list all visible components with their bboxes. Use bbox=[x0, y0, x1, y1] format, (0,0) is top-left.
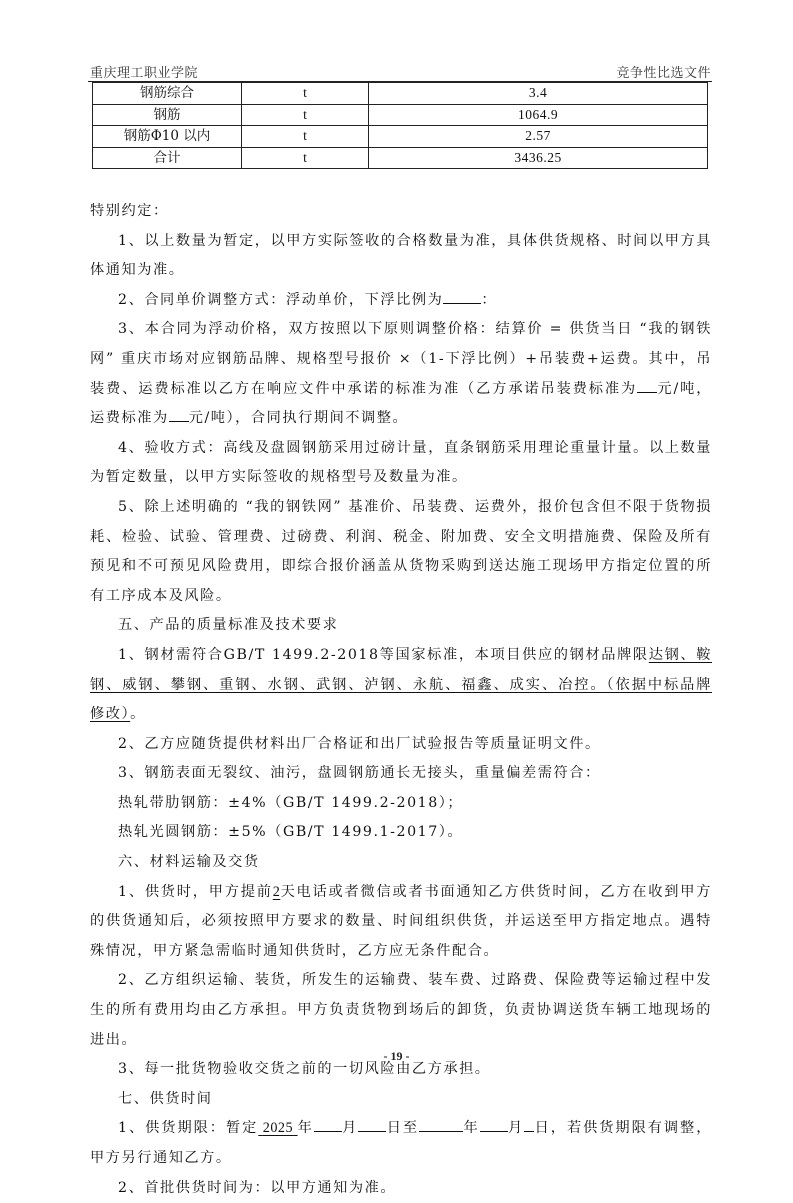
section-6-item-1-text-b: 天电话或者微信或者书面通知乙方供货时间，乙方在收到甲方的供货通知后，必须按照甲方要求的数量、时间组织供货，并运送至甲方指定地点。遇特殊情况，甲方紧急需临时通知供货时，乙方应无条件配合。 bbox=[90, 883, 712, 959]
month-label: 月 bbox=[507, 1120, 525, 1137]
end-month-blank[interactable] bbox=[480, 1117, 508, 1132]
item-name: 钢筋 bbox=[93, 104, 242, 126]
day-label-end: 日 bbox=[534, 1120, 551, 1137]
special-term-3 bbox=[90, 315, 712, 433]
table-row bbox=[93, 126, 708, 148]
item-name: 合计 bbox=[93, 147, 242, 169]
section-5-item-3-ribbed: 热轧带肋钢筋：±4%（GB/T 1499.2-2018）； bbox=[118, 794, 464, 811]
item-quantity: 3.4 bbox=[369, 83, 708, 105]
item-name: 钢筋Φ10 以内 bbox=[93, 126, 242, 148]
special-term-2 bbox=[90, 286, 712, 316]
end-day-blank[interactable] bbox=[524, 1117, 534, 1132]
freight-fee-blank[interactable] bbox=[169, 407, 189, 422]
section-5-item-1-text: 1、钢材需符合GB/T 1499.2-2018等国家标准，本项目供应的钢材品牌限 bbox=[118, 646, 649, 663]
item-quantity: 2.57 bbox=[369, 126, 708, 148]
start-year-value: 2025 bbox=[262, 1120, 294, 1137]
section-5-item-1 bbox=[90, 641, 712, 730]
section-6-item-2: 2、乙方组织运输、装货，所发生的运输费、装车费、过路费、保险费等运输过程中发生的所有费用均由乙方承担。甲方负责货物到场后的卸货，负责协调送货车辆工地现场的进出。 bbox=[90, 972, 712, 1048]
section-5-item-2: 2、乙方应随货提供材料出厂合格证和出厂试验报告等质量证明文件。 bbox=[118, 735, 601, 752]
item-quantity: 3436.25 bbox=[369, 147, 708, 169]
notice-days: 2 bbox=[272, 883, 281, 900]
table-row-total bbox=[93, 147, 708, 169]
table-row bbox=[93, 83, 708, 105]
section-7-title: 七、供货时间 bbox=[118, 1090, 213, 1107]
start-year bbox=[258, 1120, 297, 1136]
section-6-item-1 bbox=[90, 878, 712, 967]
discount-rate-blank[interactable] bbox=[443, 289, 481, 304]
section-7-item-2: 2、首批供货时间为：以甲方通知为准。 bbox=[118, 1179, 397, 1196]
section-6-title: 六、材料运输及交货 bbox=[118, 854, 260, 871]
item-unit: t bbox=[242, 83, 369, 105]
special-term-4: 4、验收方式：高线及盘圆钢筋采用过磅计量，直条钢筋采用理论重量计量。以上数量为暂定数量，以甲方实际签收的规格型号及数量为准。 bbox=[90, 439, 712, 486]
end-year-blank[interactable] bbox=[419, 1117, 463, 1132]
month-label: 月 bbox=[341, 1120, 359, 1137]
section-5-item-1-end: 。 bbox=[130, 706, 146, 723]
special-terms-title: 特别约定： bbox=[90, 203, 169, 219]
day-label: 日至 bbox=[386, 1120, 420, 1137]
section-7-item-1-end: ，若供货期限有调整，甲方另行通知乙方。 bbox=[90, 1120, 712, 1166]
special-term-3-text-c: 元/吨），合同执行期间不调整。 bbox=[188, 410, 409, 427]
section-6-item-1-text-a: 1、供货时，甲方提前 bbox=[118, 883, 273, 900]
page-number: - 19 - bbox=[383, 1049, 410, 1063]
section-5-item-3-plain: 热轧光圆钢筋：±5%（GB/T 1499.1-2017）。 bbox=[118, 824, 464, 841]
item-unit: t bbox=[242, 126, 369, 148]
start-month-blank[interactable] bbox=[314, 1117, 342, 1132]
year-label: 年 bbox=[463, 1120, 480, 1137]
section-7-item-1-text: 1、供货期限：暂定 bbox=[118, 1120, 259, 1137]
special-term-1: 1、以上数量为暂定，以甲方实际签收的合格数量为准，具体供货规格、时间以甲方具体通知为准。 bbox=[90, 232, 712, 279]
item-name: 钢筋综合 bbox=[93, 83, 242, 105]
year-label: 年 bbox=[297, 1120, 314, 1137]
item-unit: t bbox=[242, 104, 369, 126]
section-6-item-3: 3、每一批货物验收交货之前的一切风险由乙方承担。 bbox=[118, 1061, 491, 1078]
special-term-2-text: 2、合同单价调整方式：浮动单价，下浮比例为 bbox=[118, 291, 444, 308]
header-document-type: 竞争性比选文件 bbox=[616, 66, 711, 81]
table-row bbox=[93, 104, 708, 126]
special-term-3-text-a: 3、本合同为浮动价格，双方按照以下原则调整价格：结算价 = 供货当日 “我的钢铁网” 重庆市场对应钢筋品牌、规格型号报价 ×（1-下浮比例）+吊装费+运费。其中，吊装费、运费标准以乙方在响应文件中承诺的标准为准（乙方承诺吊装费标准为 bbox=[90, 321, 712, 397]
section-7-item-1 bbox=[90, 1114, 712, 1173]
special-term-3-text-b: 元/吨，运费标准为 bbox=[90, 380, 712, 427]
lifting-fee-blank[interactable] bbox=[637, 378, 657, 393]
special-term-2-end: ： bbox=[481, 291, 498, 308]
special-term-5: 5、除上述明确的 “我的钢铁网” 基准价、吊装费、运费外，报价包含但不限于货物损耗、检验、试验、管理费、过磅费、利润、税金、附加费、安全文明措施费、保险及所有预见和不可预见风险费用，即综合报价涵盖从货物采购到送达施工现场甲方指定位置的所有工序成本及风险。 bbox=[90, 498, 712, 604]
quantity-table bbox=[92, 82, 708, 169]
start-day-blank[interactable] bbox=[358, 1117, 386, 1132]
section-5-item-3: 3、钢筋表面无裂纹、油污，盘圆钢筋通长无接头，重量偏差需符合： bbox=[118, 765, 601, 782]
item-unit: t bbox=[242, 147, 369, 169]
item-quantity: 1064.9 bbox=[369, 104, 708, 126]
brand-list: 达钢、鞍钢、威钢、攀钢、重钢、水钢、武钢、泸钢、永航、福鑫、成实、冶控。（依据中标品牌修改） bbox=[90, 646, 712, 723]
header-institution: 重庆理工职业学院 bbox=[90, 66, 199, 81]
section-5-title: 五、产品的质量标准及技术要求 bbox=[118, 617, 339, 634]
